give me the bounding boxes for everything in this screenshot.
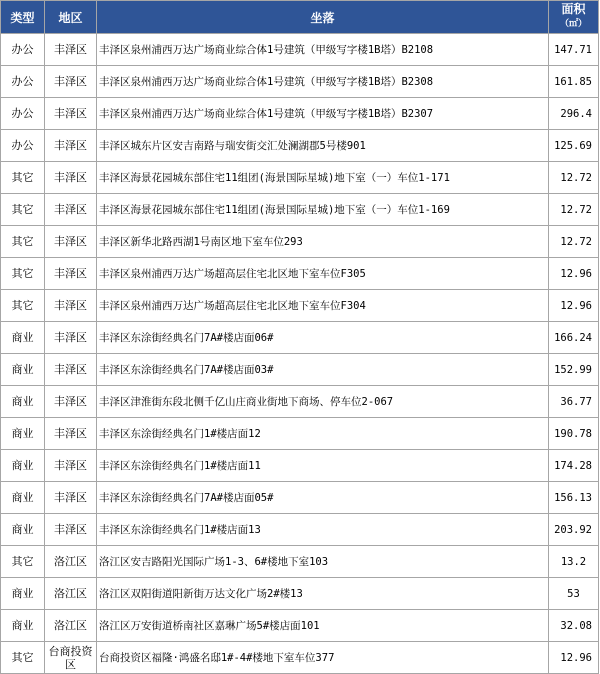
header-size-unit: （㎡）	[559, 19, 587, 29]
cell-location: 丰泽区泉州浦西万达广场超高层住宅北区地下室车位F304	[97, 290, 549, 322]
cell-location: 丰泽区泉州浦西万达广场超高层住宅北区地下室车位F305	[97, 258, 549, 290]
cell-location: 台商投资区福隆·鸿盛名邸1#-4#楼地下室车位377	[97, 642, 549, 674]
cell-size: 166.24	[549, 322, 599, 354]
cell-size: 161.85	[549, 66, 599, 98]
cell-type: 其它	[1, 290, 45, 322]
table-row	[1, 66, 599, 98]
table-row	[1, 290, 599, 322]
cell-type: 商业	[1, 418, 45, 450]
table-row	[1, 514, 599, 546]
table-row	[1, 610, 599, 642]
cell-type: 商业	[1, 386, 45, 418]
cell-type: 商业	[1, 450, 45, 482]
cell-location: 丰泽区城东片区安吉南路与瑞安街交汇处澜湖郡5号楼901	[97, 130, 549, 162]
cell-area: 丰泽区	[45, 226, 97, 258]
cell-size: 32.08	[549, 610, 599, 642]
cell-type: 其它	[1, 194, 45, 226]
cell-area: 丰泽区	[45, 194, 97, 226]
cell-size: 36.77	[549, 386, 599, 418]
cell-area: 洛江区	[45, 546, 97, 578]
cell-location: 丰泽区泉州浦西万达广场商业综合体1号建筑（甲级写字楼1B塔）B2308	[97, 66, 549, 98]
table-row	[1, 98, 599, 130]
table-row	[1, 578, 599, 610]
cell-area: 丰泽区	[45, 354, 97, 386]
cell-size: 156.13	[549, 482, 599, 514]
cell-size: 12.72	[549, 162, 599, 194]
cell-location: 丰泽区东涂街经典名门7A#楼店面05#	[97, 482, 549, 514]
header-location: 坐落	[97, 1, 549, 34]
table-row	[1, 354, 599, 386]
cell-type: 商业	[1, 322, 45, 354]
cell-size: 53	[549, 578, 599, 610]
table-row	[1, 162, 599, 194]
cell-location: 丰泽区海景花园城东部住宅11组团(海景国际星城)地下室（一）车位1-169	[97, 194, 549, 226]
cell-size: 296.4	[549, 98, 599, 130]
cell-location: 洛江区安吉路阳光国际广场1-3、6#楼地下室103	[97, 546, 549, 578]
table-row	[1, 226, 599, 258]
cell-size: 190.78	[549, 418, 599, 450]
cell-area: 丰泽区	[45, 258, 97, 290]
cell-area: 丰泽区	[45, 482, 97, 514]
cell-area: 丰泽区	[45, 386, 97, 418]
table-row	[1, 642, 599, 674]
cell-location: 丰泽区海景花园城东部住宅11组团(海景国际星城)地下室（一）车位1-171	[97, 162, 549, 194]
cell-type: 商业	[1, 482, 45, 514]
cell-area: 丰泽区	[45, 66, 97, 98]
cell-type: 办公	[1, 66, 45, 98]
cell-location: 丰泽区东涂街经典名门1#楼店面11	[97, 450, 549, 482]
table-row	[1, 482, 599, 514]
cell-type: 商业	[1, 578, 45, 610]
table-row	[1, 418, 599, 450]
cell-location: 洛江区万安街道桥南社区嘉琳广场5#楼店面101	[97, 610, 549, 642]
cell-area: 洛江区	[45, 578, 97, 610]
table-body	[1, 34, 599, 674]
cell-location: 丰泽区东涂街经典名门1#楼店面12	[97, 418, 549, 450]
cell-type: 其它	[1, 162, 45, 194]
cell-size: 12.96	[549, 642, 599, 674]
cell-area: 丰泽区	[45, 34, 97, 66]
cell-size: 203.92	[549, 514, 599, 546]
table-row	[1, 386, 599, 418]
table-row	[1, 258, 599, 290]
table-row	[1, 194, 599, 226]
table-row	[1, 322, 599, 354]
cell-location: 丰泽区东涂街经典名门7A#楼店面06#	[97, 322, 549, 354]
cell-location: 丰泽区泉州浦西万达广场商业综合体1号建筑（甲级写字楼1B塔）B2108	[97, 34, 549, 66]
cell-type: 办公	[1, 98, 45, 130]
header-area: 地区	[45, 1, 97, 34]
cell-area: 丰泽区	[45, 98, 97, 130]
cell-type: 办公	[1, 34, 45, 66]
cell-location: 丰泽区新华北路西湖1号南区地下室车位293	[97, 226, 549, 258]
cell-type: 其它	[1, 642, 45, 674]
cell-size: 147.71	[549, 34, 599, 66]
cell-size: 12.72	[549, 194, 599, 226]
cell-size: 125.69	[549, 130, 599, 162]
cell-type: 商业	[1, 514, 45, 546]
cell-size: 13.2	[549, 546, 599, 578]
cell-type: 其它	[1, 546, 45, 578]
cell-location: 洛江区双阳街道阳新街万达文化广场2#楼13	[97, 578, 549, 610]
cell-area: 洛江区	[45, 610, 97, 642]
cell-area: 丰泽区	[45, 514, 97, 546]
cell-area: 丰泽区	[45, 290, 97, 322]
table-row	[1, 130, 599, 162]
cell-area: 丰泽区	[45, 418, 97, 450]
header-row	[1, 1, 599, 34]
table-row	[1, 34, 599, 66]
cell-size: 12.96	[549, 258, 599, 290]
header-type: 类型	[1, 1, 45, 34]
cell-area: 丰泽区	[45, 450, 97, 482]
header-size-label: 面积	[561, 2, 586, 16]
cell-area: 丰泽区	[45, 162, 97, 194]
header-size	[549, 1, 599, 34]
cell-type: 其它	[1, 258, 45, 290]
cell-type: 其它	[1, 226, 45, 258]
cell-type: 商业	[1, 610, 45, 642]
cell-size: 152.99	[549, 354, 599, 386]
cell-location: 丰泽区东涂街经典名门1#楼店面13	[97, 514, 549, 546]
cell-area: 丰泽区	[45, 130, 97, 162]
cell-location: 丰泽区津淮街东段北侧千亿山庄商业街地下商场、停车位2-067	[97, 386, 549, 418]
cell-type: 商业	[1, 354, 45, 386]
table-row	[1, 546, 599, 578]
cell-type: 办公	[1, 130, 45, 162]
cell-location: 丰泽区泉州浦西万达广场商业综合体1号建筑（甲级写字楼1B塔）B2307	[97, 98, 549, 130]
cell-size: 12.72	[549, 226, 599, 258]
cell-size: 12.96	[549, 290, 599, 322]
cell-area: 丰泽区	[45, 322, 97, 354]
table-row	[1, 450, 599, 482]
cell-location: 丰泽区东涂街经典名门7A#楼店面03#	[97, 354, 549, 386]
cell-area: 台商投资区	[45, 642, 97, 674]
cell-size: 174.28	[549, 450, 599, 482]
